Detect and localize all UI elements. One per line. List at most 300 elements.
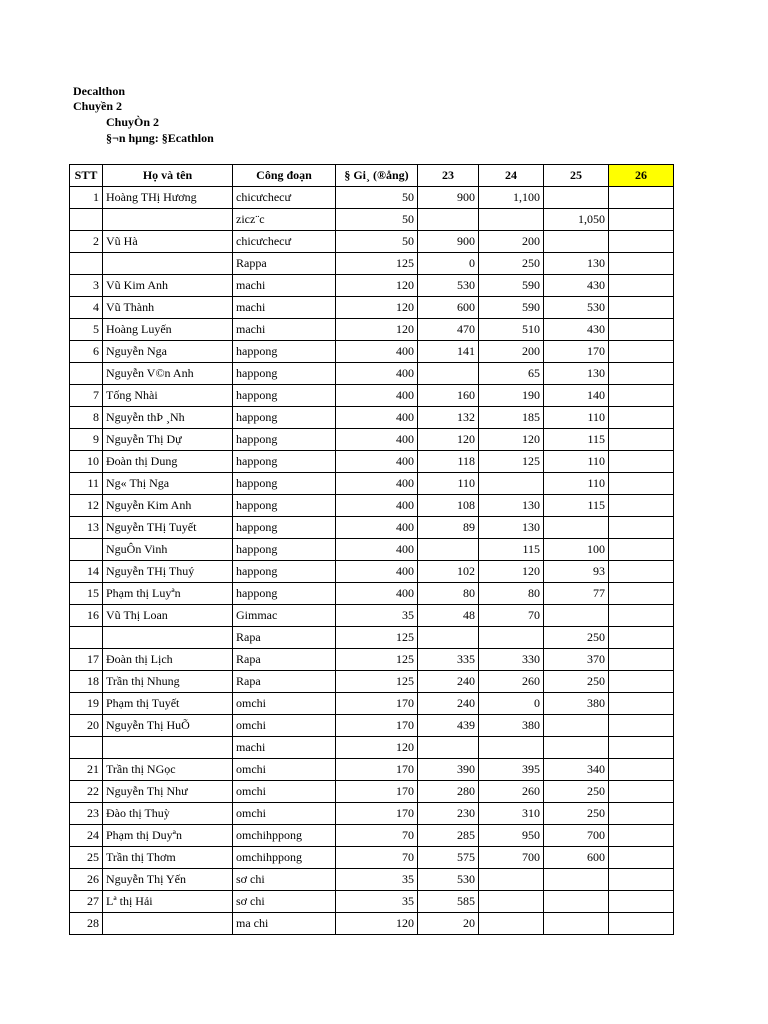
table-row — [70, 913, 674, 935]
cell-day-25: 110 — [544, 407, 609, 429]
cell-name: Nguyễn Thị Dự — [103, 429, 233, 451]
sheet-subtitle-line: Chuyền 2 — [73, 99, 123, 113]
cell-operation: happong — [233, 451, 336, 473]
cell-day-25: 250 — [544, 627, 609, 649]
cell-day-26 — [609, 451, 674, 473]
cell-stt — [70, 539, 103, 561]
cell-unit-price: 125 — [336, 253, 418, 275]
cell-operation: omchi — [233, 693, 336, 715]
cell-day-24: 130 — [479, 517, 544, 539]
cell-stt: 23 — [70, 803, 103, 825]
cell-unit-price: 170 — [336, 781, 418, 803]
cell-day-23: 120 — [418, 429, 479, 451]
cell-name: Phạm thị Duyªn — [103, 825, 233, 847]
table-row — [70, 693, 674, 715]
cell-day-26 — [609, 561, 674, 583]
cell-operation: machi — [233, 319, 336, 341]
table-row — [70, 429, 674, 451]
cell-unit-price: 125 — [336, 649, 418, 671]
worker-output-table — [69, 164, 674, 935]
cell-day-24: 590 — [479, 297, 544, 319]
cell-day-24: 200 — [479, 341, 544, 363]
cell-operation: happong — [233, 407, 336, 429]
cell-stt: 14 — [70, 561, 103, 583]
cell-name: Nguyễn Thị Yến — [103, 869, 233, 891]
cell-day-23: 585 — [418, 891, 479, 913]
cell-operation: chicưchecư — [233, 231, 336, 253]
cell-name: Nguyễn Nga — [103, 341, 233, 363]
cell-day-24: 0 — [479, 693, 544, 715]
cell-day-25 — [544, 187, 609, 209]
cell-day-23: 240 — [418, 693, 479, 715]
cell-day-24: 1,100 — [479, 187, 544, 209]
table-row — [70, 561, 674, 583]
cell-unit-price: 50 — [336, 187, 418, 209]
cell-day-24: 200 — [479, 231, 544, 253]
cell-day-24: 130 — [479, 495, 544, 517]
table-row — [70, 385, 674, 407]
cell-day-25: 110 — [544, 473, 609, 495]
cell-name: Nguyễn THị Tuyết — [103, 517, 233, 539]
cell-day-26 — [609, 803, 674, 825]
table-row — [70, 231, 674, 253]
table-row — [70, 407, 674, 429]
table-row — [70, 671, 674, 693]
cell-day-24: 510 — [479, 319, 544, 341]
cell-unit-price: 170 — [336, 803, 418, 825]
table-row — [70, 715, 674, 737]
cell-operation: happong — [233, 385, 336, 407]
cell-stt: 5 — [70, 319, 103, 341]
cell-day-24 — [479, 209, 544, 231]
cell-stt: 13 — [70, 517, 103, 539]
cell-day-25: 600 — [544, 847, 609, 869]
cell-day-23: 141 — [418, 341, 479, 363]
cell-day-25: 340 — [544, 759, 609, 781]
cell-stt — [70, 737, 103, 759]
cell-day-26 — [609, 495, 674, 517]
cell-day-26 — [609, 275, 674, 297]
cell-stt — [70, 209, 103, 231]
cell-day-25 — [544, 715, 609, 737]
cell-day-25: 140 — [544, 385, 609, 407]
cell-name: Đào thị Thuỳ — [103, 803, 233, 825]
cell-operation: Rapa — [233, 671, 336, 693]
cell-unit-price: 170 — [336, 715, 418, 737]
cell-stt: 2 — [70, 231, 103, 253]
cell-stt: 24 — [70, 825, 103, 847]
cell-operation: omchi — [233, 759, 336, 781]
cell-day-26 — [609, 891, 674, 913]
cell-name: Đoàn thị Dung — [103, 451, 233, 473]
sheet-line-chuyen: ChuyÒn 2 — [106, 115, 160, 129]
cell-day-23 — [418, 627, 479, 649]
cell-day-24: 125 — [479, 451, 544, 473]
cell-operation: sơ chi — [233, 869, 336, 891]
cell-day-23: 600 — [418, 297, 479, 319]
cell-day-26 — [609, 253, 674, 275]
cell-operation: happong — [233, 363, 336, 385]
cell-stt: 28 — [70, 913, 103, 935]
cell-unit-price: 50 — [336, 231, 418, 253]
table-row — [70, 737, 674, 759]
cell-day-23 — [418, 539, 479, 561]
cell-name: Nguyễn thÞ ¸Nh — [103, 407, 233, 429]
cell-day-23: 280 — [418, 781, 479, 803]
cell-operation: zicz¨c — [233, 209, 336, 231]
cell-day-26 — [609, 671, 674, 693]
cell-name: Trần thị NGọc — [103, 759, 233, 781]
cell-operation: chicưchecư — [233, 187, 336, 209]
cell-day-23: 285 — [418, 825, 479, 847]
cell-day-23: 335 — [418, 649, 479, 671]
cell-operation: happong — [233, 429, 336, 451]
cell-name: Phạm thị Tuyết — [103, 693, 233, 715]
cell-day-25: 430 — [544, 275, 609, 297]
table-row — [70, 187, 674, 209]
table-row — [70, 539, 674, 561]
col-header-day-26-highlighted: 26 — [609, 165, 674, 187]
cell-day-25: 77 — [544, 583, 609, 605]
cell-stt: 26 — [70, 869, 103, 891]
cell-stt: 8 — [70, 407, 103, 429]
cell-day-25: 250 — [544, 781, 609, 803]
cell-unit-price: 400 — [336, 407, 418, 429]
cell-day-23: 530 — [418, 869, 479, 891]
cell-name: Vũ Thành — [103, 297, 233, 319]
cell-day-24: 395 — [479, 759, 544, 781]
col-header-stt: STT — [70, 165, 103, 187]
cell-day-25: 170 — [544, 341, 609, 363]
cell-day-24: 120 — [479, 561, 544, 583]
table-row — [70, 825, 674, 847]
cell-day-23: 108 — [418, 495, 479, 517]
cell-day-26 — [609, 649, 674, 671]
cell-day-23 — [418, 209, 479, 231]
cell-name: Lª thị Hải — [103, 891, 233, 913]
cell-name — [103, 913, 233, 935]
cell-day-26 — [609, 715, 674, 737]
sheet-title: Decalthon — [73, 84, 125, 98]
cell-unit-price: 400 — [336, 517, 418, 539]
cell-day-24 — [479, 891, 544, 913]
cell-name: Nguyễn V©n Anh — [103, 363, 233, 385]
cell-unit-price: 50 — [336, 209, 418, 231]
cell-operation: machi — [233, 737, 336, 759]
cell-unit-price: 170 — [336, 693, 418, 715]
table-row — [70, 275, 674, 297]
cell-name — [103, 627, 233, 649]
cell-day-25: 1,050 — [544, 209, 609, 231]
cell-day-23: 20 — [418, 913, 479, 935]
cell-day-25 — [544, 869, 609, 891]
cell-name — [103, 209, 233, 231]
cell-name — [103, 253, 233, 275]
cell-day-26 — [609, 693, 674, 715]
cell-name: Nguyễn THị Thuý — [103, 561, 233, 583]
cell-day-26 — [609, 781, 674, 803]
cell-operation: happong — [233, 495, 336, 517]
table-row — [70, 869, 674, 891]
cell-day-24: 70 — [479, 605, 544, 627]
cell-day-23: 439 — [418, 715, 479, 737]
cell-day-26 — [609, 913, 674, 935]
cell-operation: happong — [233, 341, 336, 363]
table-row — [70, 583, 674, 605]
table-row — [70, 649, 674, 671]
col-header-unit-price: § Gi¸ (®ång) — [336, 165, 418, 187]
table-row — [70, 473, 674, 495]
cell-day-23 — [418, 737, 479, 759]
cell-stt: 3 — [70, 275, 103, 297]
table-row — [70, 781, 674, 803]
cell-day-25: 700 — [544, 825, 609, 847]
cell-day-26 — [609, 627, 674, 649]
cell-day-26 — [609, 737, 674, 759]
cell-day-23: 102 — [418, 561, 479, 583]
col-header-operation: Công đoạn — [233, 165, 336, 187]
cell-unit-price: 70 — [336, 825, 418, 847]
cell-stt — [70, 627, 103, 649]
cell-unit-price: 35 — [336, 869, 418, 891]
cell-stt: 18 — [70, 671, 103, 693]
cell-stt: 17 — [70, 649, 103, 671]
cell-day-24: 185 — [479, 407, 544, 429]
cell-unit-price: 400 — [336, 473, 418, 495]
cell-unit-price: 120 — [336, 275, 418, 297]
cell-day-24: 115 — [479, 539, 544, 561]
cell-operation: happong — [233, 473, 336, 495]
cell-operation: omchi — [233, 781, 336, 803]
cell-day-25 — [544, 913, 609, 935]
cell-day-26 — [609, 759, 674, 781]
cell-stt: 22 — [70, 781, 103, 803]
cell-name: Hoàng THị Hương — [103, 187, 233, 209]
cell-day-26 — [609, 231, 674, 253]
cell-unit-price: 120 — [336, 737, 418, 759]
cell-name: Ng« Thị Nga — [103, 473, 233, 495]
cell-day-23: 89 — [418, 517, 479, 539]
table-header-row — [70, 165, 674, 187]
cell-unit-price: 400 — [336, 451, 418, 473]
cell-name: Tống Nhài — [103, 385, 233, 407]
cell-day-25: 430 — [544, 319, 609, 341]
cell-name: NguÔn Vinh — [103, 539, 233, 561]
cell-stt: 27 — [70, 891, 103, 913]
cell-stt: 19 — [70, 693, 103, 715]
cell-day-25: 380 — [544, 693, 609, 715]
sheet-line-order: §¬n hµng: §Ecathlon — [106, 131, 214, 145]
cell-unit-price: 170 — [336, 759, 418, 781]
cell-operation: omchi — [233, 715, 336, 737]
cell-day-24 — [479, 473, 544, 495]
cell-day-23: 132 — [418, 407, 479, 429]
cell-unit-price: 400 — [336, 363, 418, 385]
cell-day-26 — [609, 209, 674, 231]
cell-day-25: 115 — [544, 429, 609, 451]
cell-unit-price: 125 — [336, 627, 418, 649]
cell-name: Nguyễn Kim Anh — [103, 495, 233, 517]
cell-operation: ma chi — [233, 913, 336, 935]
cell-name — [103, 737, 233, 759]
cell-unit-price: 400 — [336, 341, 418, 363]
cell-day-23: 230 — [418, 803, 479, 825]
cell-operation: happong — [233, 517, 336, 539]
cell-day-23: 470 — [418, 319, 479, 341]
cell-day-26 — [609, 363, 674, 385]
cell-day-24: 950 — [479, 825, 544, 847]
cell-day-26 — [609, 429, 674, 451]
cell-stt: 15 — [70, 583, 103, 605]
cell-unit-price: 400 — [336, 561, 418, 583]
cell-day-24: 120 — [479, 429, 544, 451]
cell-day-25 — [544, 737, 609, 759]
cell-operation: omchihppong — [233, 847, 336, 869]
cell-day-23: 118 — [418, 451, 479, 473]
cell-stt: 11 — [70, 473, 103, 495]
cell-day-25: 250 — [544, 803, 609, 825]
cell-stt: 25 — [70, 847, 103, 869]
cell-name: Hoàng Luyến — [103, 319, 233, 341]
cell-name: Vũ Hà — [103, 231, 233, 253]
table-row — [70, 363, 674, 385]
cell-stt: 1 — [70, 187, 103, 209]
table-row — [70, 891, 674, 913]
cell-day-25: 130 — [544, 253, 609, 275]
cell-day-26 — [609, 583, 674, 605]
table-body — [70, 187, 674, 935]
cell-day-24: 80 — [479, 583, 544, 605]
cell-day-23: 48 — [418, 605, 479, 627]
cell-day-24: 700 — [479, 847, 544, 869]
cell-name: Nguyễn Thị HuÕ — [103, 715, 233, 737]
cell-day-23: 110 — [418, 473, 479, 495]
table-row — [70, 517, 674, 539]
cell-day-26 — [609, 297, 674, 319]
cell-name: Vũ Kim Anh — [103, 275, 233, 297]
cell-operation: happong — [233, 583, 336, 605]
cell-day-23: 530 — [418, 275, 479, 297]
cell-day-23: 390 — [418, 759, 479, 781]
cell-day-25: 115 — [544, 495, 609, 517]
cell-day-26 — [609, 869, 674, 891]
col-header-day-25: 25 — [544, 165, 609, 187]
cell-day-24: 380 — [479, 715, 544, 737]
cell-operation: sơ chi — [233, 891, 336, 913]
table-row — [70, 341, 674, 363]
table-row — [70, 627, 674, 649]
cell-name: Phạm thị Luyªn — [103, 583, 233, 605]
cell-day-26 — [609, 539, 674, 561]
table-row — [70, 451, 674, 473]
cell-name: Nguyễn Thị Như — [103, 781, 233, 803]
cell-day-24: 260 — [479, 671, 544, 693]
cell-operation: Rappa — [233, 253, 336, 275]
cell-day-24 — [479, 869, 544, 891]
cell-day-24: 190 — [479, 385, 544, 407]
cell-name: Đoàn thị Lịch — [103, 649, 233, 671]
cell-day-24: 260 — [479, 781, 544, 803]
cell-day-25 — [544, 891, 609, 913]
cell-day-23: 900 — [418, 187, 479, 209]
cell-stt — [70, 253, 103, 275]
cell-stt — [70, 363, 103, 385]
cell-operation: Gimmac — [233, 605, 336, 627]
cell-day-26 — [609, 319, 674, 341]
cell-unit-price: 400 — [336, 495, 418, 517]
cell-day-26 — [609, 847, 674, 869]
cell-day-26 — [609, 825, 674, 847]
table-row — [70, 209, 674, 231]
col-header-name: Họ và tên — [103, 165, 233, 187]
cell-unit-price: 400 — [336, 385, 418, 407]
cell-name: Trần thị Thơm — [103, 847, 233, 869]
cell-day-25: 530 — [544, 297, 609, 319]
cell-operation: happong — [233, 561, 336, 583]
cell-operation: Rapa — [233, 649, 336, 671]
cell-day-26 — [609, 341, 674, 363]
cell-stt: 16 — [70, 605, 103, 627]
col-header-day-23: 23 — [418, 165, 479, 187]
cell-stt: 20 — [70, 715, 103, 737]
cell-stt: 9 — [70, 429, 103, 451]
cell-operation: Rapa — [233, 627, 336, 649]
cell-day-25: 100 — [544, 539, 609, 561]
cell-day-25 — [544, 231, 609, 253]
cell-day-24 — [479, 737, 544, 759]
cell-day-24: 65 — [479, 363, 544, 385]
cell-day-25 — [544, 517, 609, 539]
cell-stt: 21 — [70, 759, 103, 781]
cell-day-25: 110 — [544, 451, 609, 473]
cell-day-25: 93 — [544, 561, 609, 583]
cell-day-24: 310 — [479, 803, 544, 825]
cell-day-25: 250 — [544, 671, 609, 693]
cell-unit-price: 125 — [336, 671, 418, 693]
cell-unit-price: 400 — [336, 583, 418, 605]
cell-day-23: 0 — [418, 253, 479, 275]
cell-day-26 — [609, 517, 674, 539]
cell-day-23 — [418, 363, 479, 385]
cell-day-26 — [609, 385, 674, 407]
cell-day-25: 370 — [544, 649, 609, 671]
cell-day-24 — [479, 627, 544, 649]
cell-unit-price: 120 — [336, 913, 418, 935]
cell-day-26 — [609, 605, 674, 627]
cell-stt: 12 — [70, 495, 103, 517]
cell-day-23: 240 — [418, 671, 479, 693]
cell-day-24: 330 — [479, 649, 544, 671]
table-row — [70, 605, 674, 627]
cell-day-25: 130 — [544, 363, 609, 385]
cell-day-24: 590 — [479, 275, 544, 297]
cell-unit-price: 120 — [336, 319, 418, 341]
cell-day-24: 250 — [479, 253, 544, 275]
table-row — [70, 253, 674, 275]
cell-name: Vũ Thị Loan — [103, 605, 233, 627]
cell-name: Trần thị Nhung — [103, 671, 233, 693]
cell-day-26 — [609, 407, 674, 429]
cell-day-23: 160 — [418, 385, 479, 407]
cell-unit-price: 400 — [336, 429, 418, 451]
cell-stt: 4 — [70, 297, 103, 319]
table-row — [70, 803, 674, 825]
cell-stt: 7 — [70, 385, 103, 407]
cell-operation: happong — [233, 539, 336, 561]
cell-unit-price: 400 — [336, 539, 418, 561]
cell-day-23: 575 — [418, 847, 479, 869]
table-row — [70, 319, 674, 341]
